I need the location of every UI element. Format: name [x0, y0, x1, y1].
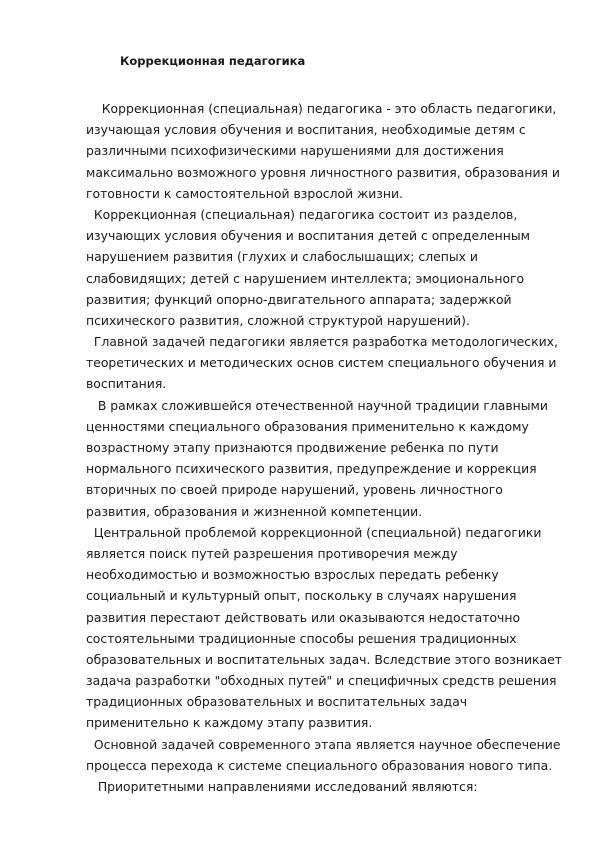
- body-text-line: развития перестают действовать или оказываются недостаточно: [86, 609, 521, 625]
- body-text-line: возрастному этапу признаются продвижение ребенка по пути: [86, 440, 499, 455]
- body-text-line: готовности к самостоятельной взрослой жизни.: [86, 185, 403, 201]
- body-text-line: Приоритетными направлениями исследований являются:: [86, 779, 478, 794]
- body-text-line: различными психофизическими нарушениями для достижения: [86, 143, 504, 159]
- body-text-line: теоретических и методических основ систем специального обучения и: [86, 355, 557, 371]
- body-text-line: Коррекционная (специальная) педагогика состоит из разделов,: [86, 206, 518, 222]
- body-text-line: развития, образования и жизненной компетенции.: [86, 503, 423, 519]
- body-text-line: нормального психического развития, предупреждение и коррекция: [86, 461, 537, 477]
- body-text-line: слабовидящих; детей с нарушением интеллекта; эмоционального: [86, 270, 525, 286]
- body-text-line: задача разработки "обходных путей" и специфичных средств решения: [86, 673, 557, 689]
- body-text-line: образовательных и воспитательных задач. Вследствие этого возникает: [86, 651, 562, 667]
- body-text-line: нарушением развития (глухих и слабослышащих; слепых и: [86, 249, 478, 265]
- body-text-line: вторичных по своей природе нарушений, уровень личностного: [86, 482, 503, 498]
- body-text-line: максимально возможного уровня личностного развития, образования и: [86, 164, 560, 180]
- body-text-line: изучающих условия обучения и воспитания детей с определенным: [86, 228, 530, 244]
- body-text-line: Центральной проблемой коррекционной (специальной) педагогики: [86, 524, 542, 540]
- body-text-line: Коррекционная (специальная) педагогика - это область педагогики,: [86, 101, 557, 116]
- body-text-line: развития; функций опорно-двигательного аппарата; задержкой: [86, 291, 512, 307]
- body-text-line: необходимостью и возможностью взрослых передать ребенку: [86, 567, 499, 583]
- body-text-line: процесса перехода к системе специального образования нового типа.: [86, 757, 553, 773]
- body-text-line: является поиск путей разрешения противоречия между: [86, 545, 458, 561]
- body-text-line: изучающая условия обучения и воспитания, необходимые детям с: [86, 122, 526, 138]
- body-text-line: Основной задачей современного этапа является научное обеспечение: [86, 736, 561, 752]
- document-body: [86, 98, 562, 797]
- body-text-line: традиционных образовательных и воспитательных задач: [86, 694, 468, 710]
- body-text-line: применительно к каждому этапу развития.: [86, 715, 373, 731]
- body-text-line: состоятельными традиционные способы решения традиционных: [86, 630, 517, 646]
- body-text-line: Главной задачей педагогики является разработка методологических,: [86, 334, 558, 350]
- body-text-line: ценностями специального образования применительно к каждому: [86, 418, 529, 434]
- body-text-line: В рамках сложившейся отечественной научной традиции главными: [86, 397, 548, 413]
- body-text-line: воспитания.: [86, 376, 167, 392]
- body-text-line: психического развития, сложной структурой нарушений).: [86, 312, 470, 328]
- body-text-line: социальный и культурный опыт, поскольку в случаях нарушения: [86, 588, 517, 604]
- document-title: Коррекционная педагогика: [120, 54, 306, 68]
